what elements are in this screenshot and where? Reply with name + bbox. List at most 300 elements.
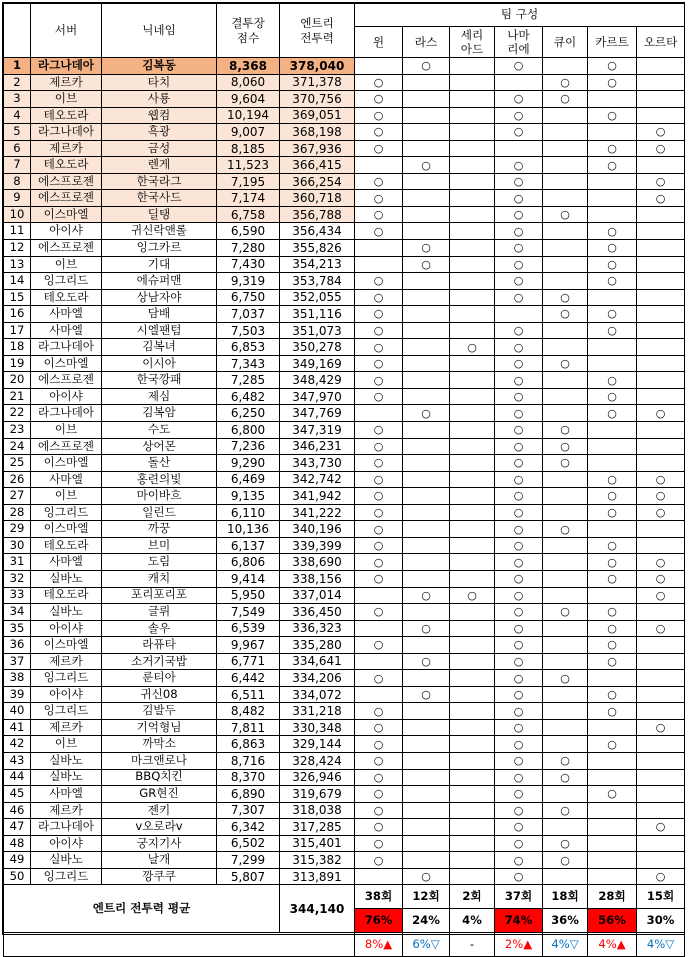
team-member-circle: ○ [355, 819, 403, 836]
nickname-cell: 솔우 [102, 620, 217, 637]
power-cell: 313,891 [280, 868, 355, 885]
table-row [4, 173, 685, 190]
team-member-circle: ○ [495, 190, 543, 207]
server-cell: 사마엘 [31, 554, 102, 571]
nickname-cell: 귀신락앤롤 [102, 223, 217, 240]
table-row [4, 289, 685, 306]
server-cell: 아이샤 [31, 835, 102, 852]
power-cell: 354,213 [280, 256, 355, 273]
team-member-circle: ○ [495, 355, 543, 372]
team-empty-cell [637, 686, 685, 703]
team-empty-cell [543, 223, 588, 240]
table-row [4, 240, 685, 257]
score-cell: 8,482 [217, 703, 280, 720]
team-empty-cell [543, 157, 588, 174]
nickname-cell: 홍련의빛 [102, 471, 217, 488]
team-empty-cell [403, 322, 450, 339]
server-cell: 에스프로젠 [31, 173, 102, 190]
team-empty-cell [450, 819, 495, 836]
team-empty-cell [403, 604, 450, 621]
team-member-circle: ○ [637, 819, 685, 836]
power-cell: 343,730 [280, 455, 355, 472]
team-empty-cell [403, 521, 450, 538]
team-member-circle: ○ [543, 289, 588, 306]
team-empty-cell [450, 240, 495, 257]
team-empty-cell [637, 703, 685, 720]
rank-cell: 16 [4, 306, 31, 323]
team-member-circle: ○ [588, 58, 637, 75]
team-empty-cell [543, 124, 588, 141]
percent-cell: 56% [588, 909, 637, 933]
team-empty-cell [637, 339, 685, 356]
team-empty-cell [543, 719, 588, 736]
nickname-cell: 수도 [102, 422, 217, 439]
power-cell: 342,742 [280, 471, 355, 488]
team-member-circle: ○ [495, 405, 543, 422]
table-row [4, 835, 685, 852]
rank-cell: 31 [4, 554, 31, 571]
team-empty-cell [403, 173, 450, 190]
score-cell: 7,549 [217, 604, 280, 621]
table-row [4, 157, 685, 174]
team-empty-cell [637, 653, 685, 670]
server-cell: 아이샤 [31, 388, 102, 405]
team-empty-cell [450, 422, 495, 439]
team-member-circle: ○ [637, 868, 685, 885]
nickname-cell: 귀신08 [102, 686, 217, 703]
server-cell: 이브 [31, 256, 102, 273]
avg-label: 엔트리 전투력 평균 [4, 885, 280, 933]
team-member-circle: ○ [403, 405, 450, 422]
server-cell: 테오도라 [31, 587, 102, 604]
change-cell: 4%▽ [637, 933, 685, 957]
score-cell: 7,285 [217, 372, 280, 389]
server-cell: 실바노 [31, 752, 102, 769]
rank-cell: 3 [4, 91, 31, 108]
team-member-circle: ○ [588, 786, 637, 803]
team-member-circle: ○ [355, 752, 403, 769]
team-empty-cell [495, 306, 543, 323]
score-cell: 6,442 [217, 670, 280, 687]
table-row [4, 752, 685, 769]
team-member-circle: ○ [588, 488, 637, 505]
team-member-circle: ○ [588, 736, 637, 753]
team-empty-cell [637, 107, 685, 124]
team-member-circle: ○ [588, 703, 637, 720]
team-member-circle: ○ [355, 74, 403, 91]
team-empty-cell [450, 786, 495, 803]
rank-cell: 43 [4, 752, 31, 769]
server-header: 서버 [31, 4, 102, 58]
count-cell: 12회 [403, 885, 450, 909]
team-member-circle: ○ [637, 140, 685, 157]
team-member-circle: ○ [588, 240, 637, 257]
server-cell: 사마엘 [31, 322, 102, 339]
team-member-circle: ○ [355, 719, 403, 736]
power-cell: 349,169 [280, 355, 355, 372]
team-empty-cell [403, 471, 450, 488]
team-empty-cell [403, 190, 450, 207]
team-member-circle: ○ [495, 802, 543, 819]
server-cell: 라그나데아 [31, 405, 102, 422]
power-cell: 339,399 [280, 537, 355, 554]
team-empty-cell [450, 537, 495, 554]
team-member-circle: ○ [588, 322, 637, 339]
power-cell: 347,769 [280, 405, 355, 422]
nickname-cell: 날개 [102, 852, 217, 869]
team-empty-cell [450, 58, 495, 75]
nickname-cell: 소거기국밥 [102, 653, 217, 670]
score-cell: 7,343 [217, 355, 280, 372]
table-row [4, 852, 685, 869]
team-empty-cell [355, 653, 403, 670]
nickname-cell: 타치 [102, 74, 217, 91]
team-empty-cell [588, 289, 637, 306]
team-member-circle: ○ [588, 620, 637, 637]
team-empty-cell [637, 306, 685, 323]
server-cell: 아이샤 [31, 620, 102, 637]
team-empty-cell [450, 190, 495, 207]
table-row [4, 786, 685, 803]
change-cell: 4%▲ [588, 933, 637, 957]
team-member-circle: ○ [403, 587, 450, 604]
table-row [4, 422, 685, 439]
team-empty-cell [403, 537, 450, 554]
team-member-circle: ○ [355, 835, 403, 852]
team-empty-cell [450, 637, 495, 654]
team-member-circle: ○ [355, 736, 403, 753]
power-cell: 334,641 [280, 653, 355, 670]
team-member-circle: ○ [450, 339, 495, 356]
team-member-circle: ○ [588, 74, 637, 91]
rank-cell: 48 [4, 835, 31, 852]
ranking-table [3, 3, 685, 957]
team-empty-cell [403, 719, 450, 736]
server-cell: 잉그리드 [31, 868, 102, 885]
team-member-circle: ○ [588, 604, 637, 621]
hero-header: 나마 리에 [495, 27, 543, 58]
team-empty-cell [403, 388, 450, 405]
server-cell: 에스프로젠 [31, 240, 102, 257]
rank-cell: 34 [4, 604, 31, 621]
rank-cell: 35 [4, 620, 31, 637]
team-member-circle: ○ [588, 686, 637, 703]
power-cell: 355,826 [280, 240, 355, 257]
team-empty-cell [403, 670, 450, 687]
team-member-circle: ○ [588, 306, 637, 323]
team-member-circle: ○ [588, 256, 637, 273]
nickname-cell: 돌산 [102, 455, 217, 472]
team-empty-cell [355, 240, 403, 257]
team-empty-cell [588, 91, 637, 108]
score-cell: 6,469 [217, 471, 280, 488]
team-empty-cell [588, 802, 637, 819]
change-row [4, 933, 685, 957]
team-empty-cell [403, 786, 450, 803]
nickname-cell: GR현진 [102, 786, 217, 803]
team-member-circle: ○ [543, 422, 588, 439]
team-member-circle: ○ [543, 438, 588, 455]
score-cell: 6,853 [217, 339, 280, 356]
power-cell: 337,014 [280, 587, 355, 604]
team-member-circle: ○ [495, 703, 543, 720]
power-cell: 351,073 [280, 322, 355, 339]
team-empty-cell [403, 289, 450, 306]
server-cell: 에스프로젠 [31, 438, 102, 455]
power-cell: 334,206 [280, 670, 355, 687]
nickname-cell: 금성 [102, 140, 217, 157]
power-cell: 341,222 [280, 504, 355, 521]
power-cell: 356,788 [280, 206, 355, 223]
rank-cell: 45 [4, 786, 31, 803]
score-cell: 7,299 [217, 852, 280, 869]
nickname-cell: 제심 [102, 388, 217, 405]
change-cell: - [450, 933, 495, 957]
server-cell: 라그나데아 [31, 339, 102, 356]
team-empty-cell [403, 752, 450, 769]
score-cell: 7,195 [217, 173, 280, 190]
team-empty-cell [637, 670, 685, 687]
table-row [4, 802, 685, 819]
table-row [4, 504, 685, 521]
percent-cell: 74% [495, 909, 543, 933]
nickname-cell: 시엘팬텀 [102, 322, 217, 339]
team-empty-cell [637, 157, 685, 174]
team-empty-cell [450, 604, 495, 621]
score-cell: 6,502 [217, 835, 280, 852]
team-member-circle: ○ [495, 240, 543, 257]
score-cell: 9,414 [217, 570, 280, 587]
server-cell: 잉그리드 [31, 504, 102, 521]
team-member-circle: ○ [543, 521, 588, 538]
table-row [4, 471, 685, 488]
team-empty-cell [450, 124, 495, 141]
server-cell: 에스프로젠 [31, 372, 102, 389]
nickname-cell: 김복녀 [102, 339, 217, 356]
score-cell: 6,800 [217, 422, 280, 439]
team-member-circle: ○ [588, 107, 637, 124]
team-empty-cell [450, 107, 495, 124]
team-empty-cell [403, 570, 450, 587]
team-empty-cell [403, 852, 450, 869]
team-member-circle: ○ [355, 637, 403, 654]
team-empty-cell [543, 587, 588, 604]
team-member-circle: ○ [495, 422, 543, 439]
team-empty-cell [637, 273, 685, 290]
team-member-circle: ○ [588, 273, 637, 290]
server-cell: 라그나데아 [31, 819, 102, 836]
change-cell: 2%▲ [495, 933, 543, 957]
nickname-cell: 마이바흐 [102, 488, 217, 505]
score-cell: 6,482 [217, 388, 280, 405]
team-empty-cell [543, 322, 588, 339]
team-empty-cell [637, 256, 685, 273]
team-empty-cell [450, 620, 495, 637]
table-row [4, 670, 685, 687]
team-empty-cell [450, 653, 495, 670]
rank-cell: 13 [4, 256, 31, 273]
score-cell: 9,290 [217, 455, 280, 472]
team-empty-cell [588, 769, 637, 786]
team-empty-cell [355, 686, 403, 703]
rank-cell: 7 [4, 157, 31, 174]
score-cell: 7,430 [217, 256, 280, 273]
team-member-circle: ○ [355, 190, 403, 207]
team-member-circle: ○ [543, 670, 588, 687]
power-cell: 329,144 [280, 736, 355, 753]
team-empty-cell [450, 769, 495, 786]
server-cell: 제르카 [31, 74, 102, 91]
team-empty-cell [450, 835, 495, 852]
rank-cell: 9 [4, 190, 31, 207]
team-empty-cell [543, 537, 588, 554]
server-cell: 라그나데아 [31, 124, 102, 141]
nickname-cell: 이시아 [102, 355, 217, 372]
team-empty-cell [543, 653, 588, 670]
score-cell: 7,174 [217, 190, 280, 207]
table-row [4, 620, 685, 637]
power-cell: 341,942 [280, 488, 355, 505]
server-cell: 테오도라 [31, 537, 102, 554]
table-row [4, 719, 685, 736]
team-member-circle: ○ [355, 355, 403, 372]
team-empty-cell [588, 422, 637, 439]
team-empty-cell [588, 587, 637, 604]
team-empty-cell [588, 868, 637, 885]
power-cell: 326,946 [280, 769, 355, 786]
nickname-header: 닉네임 [102, 4, 217, 58]
nickname-cell: 글뤼 [102, 604, 217, 621]
team-empty-cell [355, 157, 403, 174]
team-member-circle: ○ [355, 570, 403, 587]
score-cell: 6,250 [217, 405, 280, 422]
team-member-circle: ○ [495, 852, 543, 869]
percent-cell: 24% [403, 909, 450, 933]
team-member-circle: ○ [403, 157, 450, 174]
team-member-circle: ○ [495, 438, 543, 455]
team-member-circle: ○ [543, 91, 588, 108]
team-member-circle: ○ [355, 488, 403, 505]
score-cell: 9,135 [217, 488, 280, 505]
team-empty-cell [637, 769, 685, 786]
score-cell: 8,060 [217, 74, 280, 91]
team-member-circle: ○ [355, 703, 403, 720]
nickname-cell: 기억형님 [102, 719, 217, 736]
power-cell: 338,690 [280, 554, 355, 571]
hero-header: 큐이 [543, 27, 588, 58]
rank-cell: 37 [4, 653, 31, 670]
rank-cell: 29 [4, 521, 31, 538]
nickname-cell: 웹컴 [102, 107, 217, 124]
team-member-circle: ○ [588, 554, 637, 571]
power-cell: 378,040 [280, 58, 355, 75]
team-empty-cell [543, 736, 588, 753]
team-empty-cell [588, 670, 637, 687]
team-empty-cell [403, 372, 450, 389]
nickname-cell: 김복암 [102, 405, 217, 422]
server-cell: 사마엘 [31, 471, 102, 488]
team-member-circle: ○ [355, 802, 403, 819]
score-cell: 6,750 [217, 289, 280, 306]
power-cell: 347,319 [280, 422, 355, 439]
team-empty-cell [450, 521, 495, 538]
server-cell: 이스마엘 [31, 355, 102, 372]
team-member-circle: ○ [495, 372, 543, 389]
table-row [4, 604, 685, 621]
team-empty-cell [403, 140, 450, 157]
team-empty-cell [450, 852, 495, 869]
nickname-cell: 김발두 [102, 703, 217, 720]
team-member-circle: ○ [403, 240, 450, 257]
team-empty-cell [588, 521, 637, 538]
score-cell: 10,136 [217, 521, 280, 538]
team-empty-cell [450, 488, 495, 505]
server-cell: 제르카 [31, 653, 102, 670]
team-comp-header: 팀 구성 [355, 4, 685, 27]
nickname-cell: 궁지기사 [102, 835, 217, 852]
team-member-circle: ○ [495, 471, 543, 488]
team-member-circle: ○ [403, 58, 450, 75]
nickname-cell: 일린드 [102, 504, 217, 521]
table-row [4, 653, 685, 670]
table-row [4, 190, 685, 207]
rank-cell: 5 [4, 124, 31, 141]
score-cell: 8,716 [217, 752, 280, 769]
team-member-circle: ○ [543, 835, 588, 852]
team-empty-cell [403, 819, 450, 836]
power-cell: 328,424 [280, 752, 355, 769]
percent-cell: 30% [637, 909, 685, 933]
team-empty-cell [543, 405, 588, 422]
table-row [4, 455, 685, 472]
team-empty-cell [637, 322, 685, 339]
table-row [4, 405, 685, 422]
nickname-cell: 상남자야 [102, 289, 217, 306]
team-member-circle: ○ [355, 322, 403, 339]
power-cell: 334,072 [280, 686, 355, 703]
nickname-cell: 젠키 [102, 802, 217, 819]
nickname-cell: 딜탱 [102, 206, 217, 223]
change-label-empty [4, 933, 355, 957]
team-empty-cell [588, 339, 637, 356]
team-empty-cell [637, 852, 685, 869]
team-member-circle: ○ [637, 471, 685, 488]
team-empty-cell [450, 438, 495, 455]
team-empty-cell [450, 223, 495, 240]
team-member-circle: ○ [543, 604, 588, 621]
team-member-circle: ○ [403, 686, 450, 703]
team-empty-cell [403, 91, 450, 108]
team-empty-cell [588, 438, 637, 455]
power-cell: 348,429 [280, 372, 355, 389]
rank-cell: 26 [4, 471, 31, 488]
nickname-cell: 브미 [102, 537, 217, 554]
team-empty-cell [588, 124, 637, 141]
table-row [4, 488, 685, 505]
team-member-circle: ○ [495, 157, 543, 174]
table-row [4, 322, 685, 339]
server-cell: 잉그리드 [31, 703, 102, 720]
score-cell: 9,967 [217, 637, 280, 654]
team-member-circle: ○ [495, 223, 543, 240]
power-cell: 330,348 [280, 719, 355, 736]
table-row [4, 372, 685, 389]
team-empty-cell [450, 289, 495, 306]
server-cell: 제르카 [31, 719, 102, 736]
team-member-circle: ○ [355, 173, 403, 190]
team-member-circle: ○ [355, 521, 403, 538]
team-empty-cell [450, 719, 495, 736]
